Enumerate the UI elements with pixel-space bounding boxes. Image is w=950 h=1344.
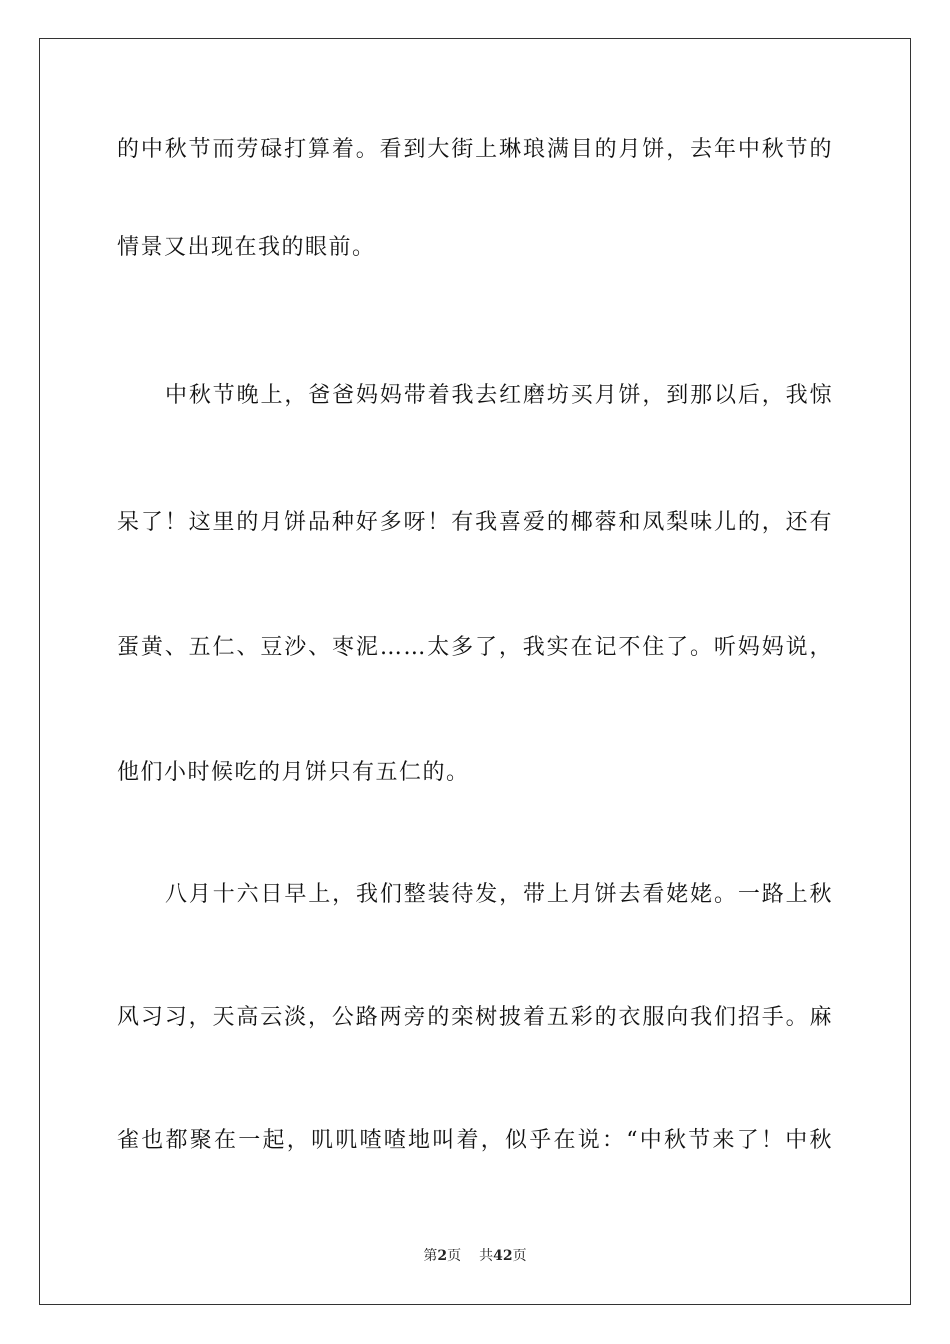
footer-page-number: 2 [437, 1248, 448, 1264]
text-line-2: 情景又出现在我的眼前。 [117, 235, 376, 260]
text-line-3: 中秋节晚上，爸爸妈妈带着我去红磨坊买月饼，到那以后，我惊 [165, 383, 833, 408]
text-line-6: 他们小时候吃的月饼只有五仁的。 [117, 760, 470, 785]
text-line-8: 风习习，天高云淡，公路两旁的栾树披着五彩的衣服向我们招手。麻 [117, 1005, 833, 1030]
page-footer [0, 1246, 950, 1266]
text-line-4: 呆了！这里的月饼品种好多呀！有我喜爱的椰蓉和凤梨味儿的，还有 [117, 510, 833, 535]
footer-page-prefix: 第 [423, 1248, 438, 1264]
footer-total-suffix: 页 [512, 1248, 527, 1264]
footer-total-prefix: 共 [479, 1248, 494, 1264]
text-line-1: 的中秋节而劳碌打算着。看到大街上琳琅满目的月饼，去年中秋节的 [117, 137, 833, 162]
text-line-9: 雀也都聚在一起，叽叽喳喳地叫着，似乎在说：“中秋节来了！中秋 [117, 1128, 833, 1153]
footer-total-pages: 42 [493, 1248, 513, 1264]
page-border [39, 38, 911, 1305]
text-line-5: 蛋黄、五仁、豆沙、枣泥……太多了，我实在记不住了。听妈妈说， [117, 635, 833, 660]
text-line-7: 八月十六日早上，我们整装待发，带上月饼去看姥姥。一路上秋 [165, 882, 833, 907]
footer-page-suffix: 页 [447, 1248, 462, 1264]
